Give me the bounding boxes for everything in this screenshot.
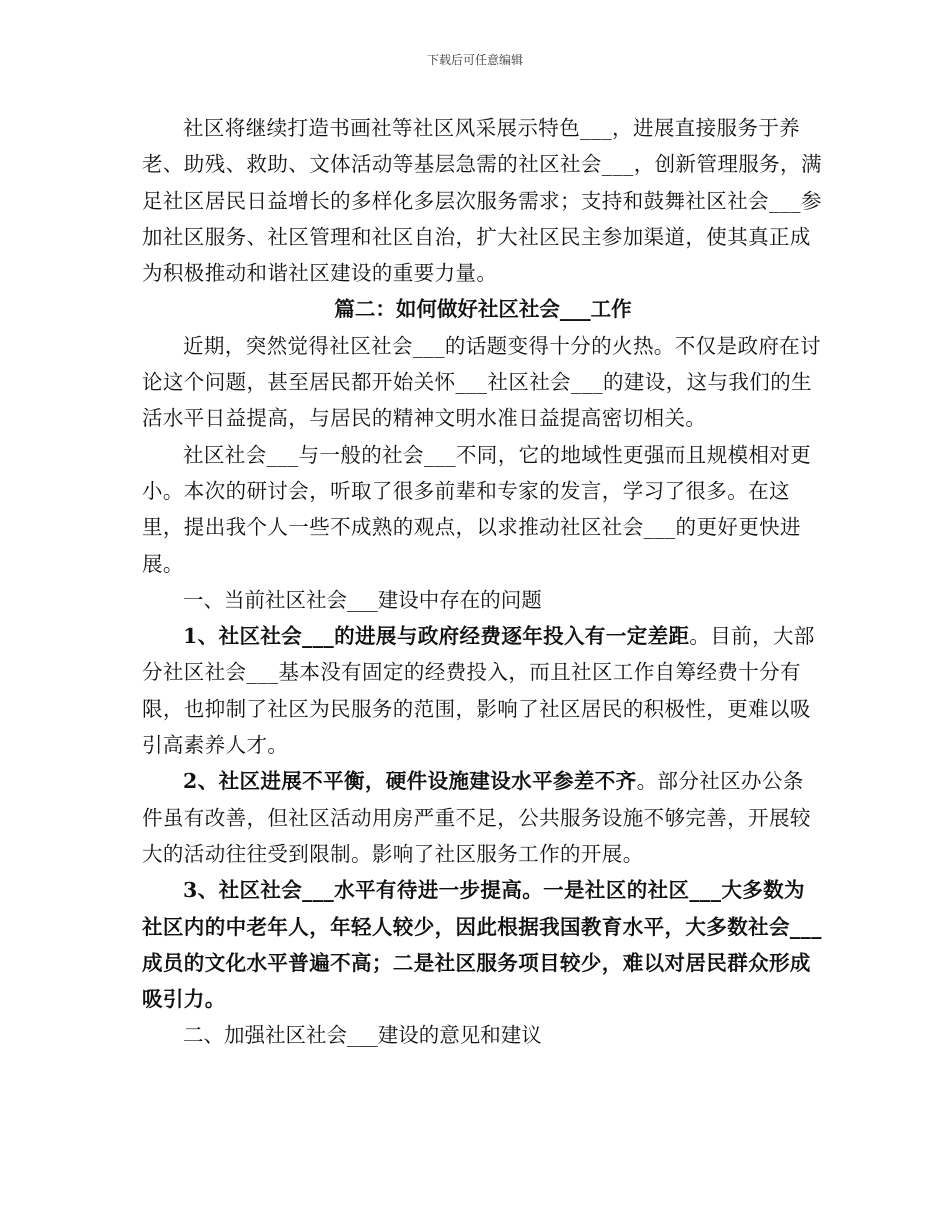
problem-funding-title: 1、社区社会___的进展与政府经费逐年投入有一定差距: [183, 624, 690, 649]
paragraph-difference: 社区社会___与一般的社会___不同，它的地域性更强而且规模相对更小。本次的研讨会，听取了很多前辈和专家的发言，学习了很多。在这里，提出我个人一些不成熟的观点，以求推动社区社会___的更好更快进展。: [142, 442, 812, 576]
paragraph-problem-funding: [142, 618, 824, 763]
document-body: [142, 110, 824, 1054]
problem-facilities-title: 2、社区进展不平衡，硬件设施建设水平参差不齐: [183, 769, 637, 794]
heading-suggestions: 二、加强社区社会___建设的意见和建议: [183, 1023, 542, 1048]
paragraph-recent-topic: 近期，突然觉得社区社会___的话题变得十分的火热。不仅是政府在讨论这个问题，甚至居民都开始关怀___社区社会___的建设，这与我们的生活水平日益提高，与居民的精神文明水准日益提高密切相关。: [142, 333, 822, 431]
problem-funding-text: 。目前，大部分社区社会___基本没有固定的经费投入，而且社区工作自筹经费十分有限，也抑制了社区为民服务的范围，影响了社区居民的积极性，更难以吸引高素养人才。: [142, 624, 815, 758]
paragraph-problem-level: 3、社区社会___水平有待进一步提高。一是社区的社区___大多数为社区内的中老年人，年轻人较少，因此根据我国教育水平，大多数社会___成员的文化水平普遍不高；二是社区服务项目较少，难以对居民群众形成吸引力。: [142, 878, 822, 1012]
section-title-part-two: 篇二：如何做好社区社会___工作: [334, 297, 632, 322]
page-header: 下载后可任意编辑: [426, 53, 523, 67]
heading-current-problems: 一、当前社区社会___建设中存在的问题: [183, 587, 542, 612]
paragraph-problem-facilities: [142, 763, 824, 872]
paragraph-community-features: 社区将继续打造书画社等社区风采展示特色___，进展直接服务于养老、助残、救助、文体活动等基层急需的社区社会___，创新管理服务，满足社区居民日益增长的多样化多层次服务需求；支持和鼓舞社区社会___参加社区服务、社区管理和社区自治，扩大社区民主参加渠道，使其真正成为积极推动和谐社区建设的重要力量。: [142, 116, 822, 286]
problem-facilities-text: 。部分社区办公条件虽有改善，但社区活动用房严重不足，公共服务设施不够完善，开展较大的活动往往受到限制。影响了社区服务工作的开展。: [142, 769, 811, 866]
